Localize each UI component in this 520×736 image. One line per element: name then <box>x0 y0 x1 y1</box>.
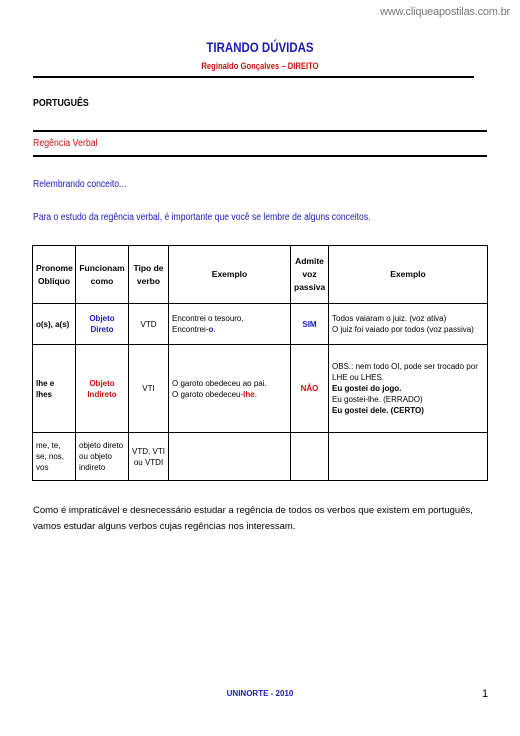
watermark-url: www.cliqueapostilas.com.br <box>380 6 510 18</box>
header-exemplo-1: Exemplo <box>169 246 291 304</box>
header-funcao: Funcionam como <box>76 246 129 304</box>
document-title: TIRANDO DÚVIDAS <box>206 39 314 55</box>
cell-exemplo-2: OBS.: nem todo OI, pode ser trocado por LHE ou LHES. Eu gostei do jogo. Eu gostei-lhe. (ERRADO) Eu gostei dele. (CERTO) <box>329 345 488 433</box>
subsection-heading: Regência Verbal <box>33 138 98 149</box>
footer-label: UNINORTE - 2010 <box>226 689 294 698</box>
cell-exemplo-1: O garoto obedeceu ao pai. O garoto obedeceu-lhe. <box>169 345 291 433</box>
section-divider-top <box>33 130 487 132</box>
section-heading: PORTUGUÊS <box>33 98 89 109</box>
header-exemplo-2: Exemplo <box>329 246 488 304</box>
cell-exemplo-2 <box>329 433 488 481</box>
cell-exemplo-1: Encontrei o tesouro. Encontrei-o. <box>169 304 291 345</box>
document-subtitle: Reginaldo Gonçalves – DIREITO <box>201 61 319 71</box>
header-tipo: Tipo de verbo <box>129 246 169 304</box>
cell-funcao: Objeto Indireto <box>76 345 129 433</box>
intro-line-2: Para o estudo da regência verbal, é importante que você se lembre de alguns conceitos. <box>33 212 371 223</box>
cell-tipo: VTI <box>129 345 169 433</box>
header-divider <box>33 76 474 78</box>
cell-exemplo-2: Todos vaiaram o juiz. (voz ativa) O juiz foi vaiado por todos (voz passiva) <box>329 304 488 345</box>
cell-admite: NÃO <box>291 345 329 433</box>
cell-pronome: me, te, se, nos, vos <box>33 433 76 481</box>
table-header-row <box>33 246 488 304</box>
cell-funcao: Objeto Direto <box>76 304 129 345</box>
cell-tipo: VTD, VTI ou VTDI <box>129 433 169 481</box>
header-admite: Admite voz passiva <box>291 246 329 304</box>
cell-admite: SIM <box>291 304 329 345</box>
closing-paragraph: Como é impraticável e desnecessário estudar a regência de todos os verbos que existem em português, vamos estudar alguns verbos cujas regências nos interessam. <box>33 505 473 532</box>
cell-pronome: o(s), a(s) <box>33 304 76 345</box>
cell-exemplo-1 <box>169 433 291 481</box>
table-row <box>33 345 488 433</box>
header-pronome: Pronome Oblíquo <box>33 246 76 304</box>
pronoun-table <box>32 245 488 481</box>
cell-funcao: objeto direto ou objeto indireto <box>76 433 129 481</box>
cell-admite <box>291 433 329 481</box>
table-row <box>33 304 488 345</box>
table-row <box>33 433 488 481</box>
cell-pronome: lhe e lhes <box>33 345 76 433</box>
cell-tipo: VTD <box>129 304 169 345</box>
section-divider-bottom <box>33 155 487 157</box>
intro-line-1: Relembrando conceito... <box>33 179 127 190</box>
page-number: 1 <box>482 688 489 700</box>
